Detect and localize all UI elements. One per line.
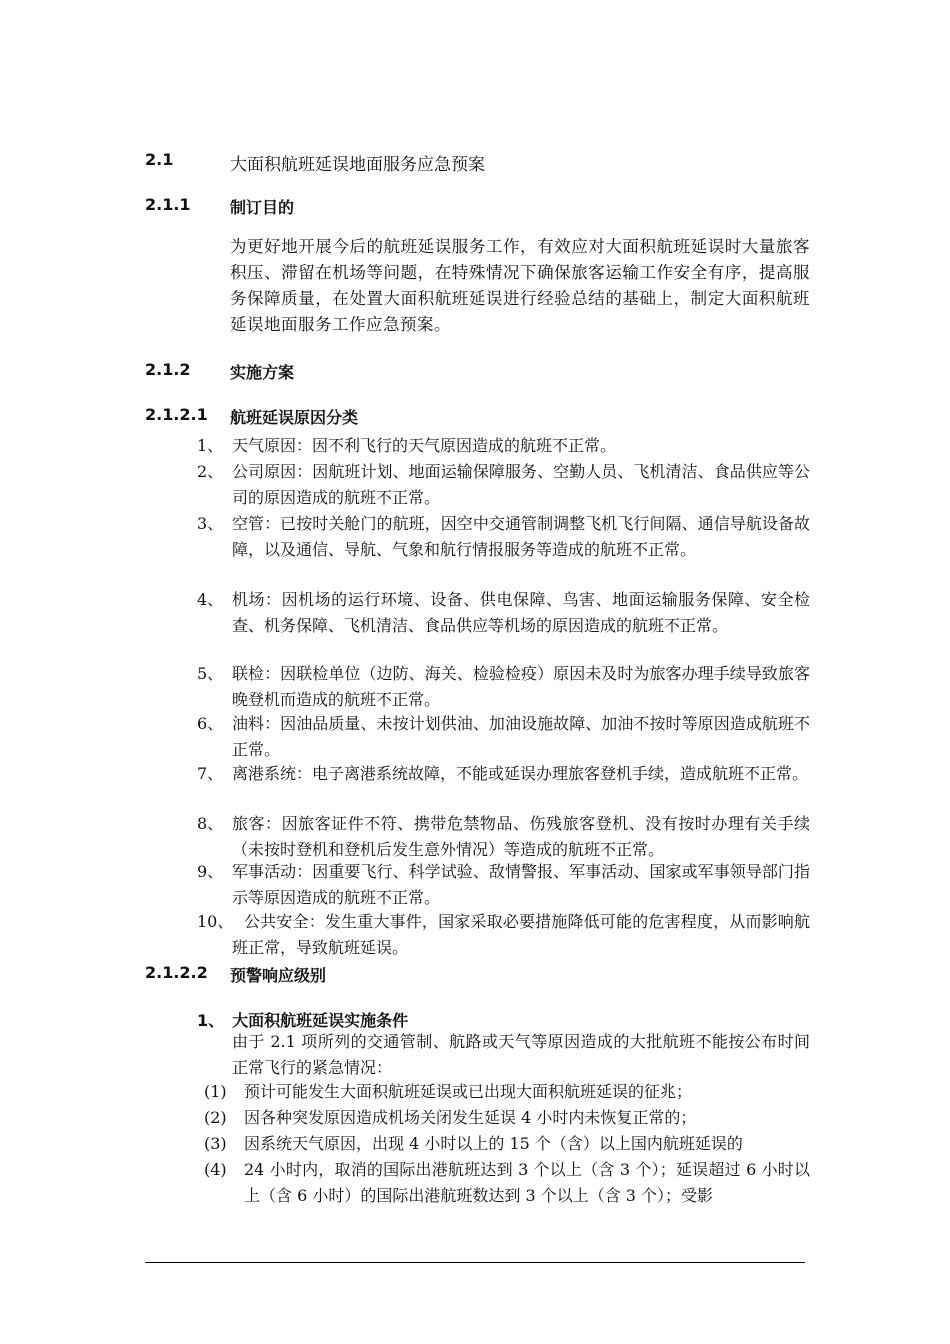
footer-rule — [145, 1262, 805, 1263]
heading-number: 2.1.1 — [145, 195, 191, 214]
heading-title: 制订目的 — [230, 198, 295, 217]
heading-number: 2.1.2.1 — [145, 405, 208, 424]
heading-title: 实施方案 — [230, 363, 295, 382]
heading-title: 航班延误原因分类 — [230, 408, 359, 427]
condition-intro: 由于 2.1 项所列的交通管制、航路或天气等原因造成的大批航班不能按公布时间正常飞行的紧急情况： — [232, 1032, 810, 1077]
heading-number: 2.1.2 — [145, 360, 191, 379]
document-page: 2.1 大面积航班延误地面服务应急预案 2.1.1 制订目的 为更好地开展今后的航班延误服务工作，有效应对大面积航班延误时大量旅客积压、滞留在机场等问题，在特殊情况下确保旅客运输工作安全有序，提高服务保障质量，在处置大面积航班延误进行经验总结的基础上，制定大面积航班延误地面服务工作应急预案。 2.1.2 实施方案 2.1.2.1 航班延误原因分类 1、 天气原因：因不利飞行的天气原因造成的航班不正常。 2、 公司原因：因航班计划、地面运输保障服务、空勤人员、飞机清洁、食品供应等公司的原因造成的航班不正常。 3、 空管：已按时关舱门的航班，因空中交通管制调整飞机飞行间隔、通信导航设备故障，以及通信、导航、气象和航行情报服务等造成的航班不正常。 4、 机场：因机场的运行环境、设备、供电保障、鸟害、地面运输服务保障、安全检查、机务保障、飞机清洁、食品供应等机场的原因造成的航班不正常。 5、 联检：因联检单位（边防、海关、检验检疫）原因未及时为旅客办理手续导致旅客晚登机而造成的航班不正常。 6、 油料：因油品质量、未按计划供油、加油设施故障、加油不按时等原因造成航班不正常。 7、 离港系统：电子离港系统故障，不能或延误办理旅客登机手续，造成航班不正常。 8、 旅客：因旅客证件不符、携带危禁物品、伤残旅客登机、没有按时办理有关手续（未按时登机和登机后发生意外情况）等造成的航班不正常。 9、 军事活动：因重要飞行、科学试验、敌情警报、军事活动、国家或军事领导部门指示等原因造成的航班不正常。 10、 公共安全：发生重大事件，国家采取必要措施降低可能的危害程度，从而影响航班正常，导致航班延误。 2.1.2.2 预警响应级别 1、 大面积航班延误实施条件 由于 2.1 项所列的交通管制、航路或天气等原因造成的大批航班不能按公布时间正常飞行的紧急情况： (1) 预计可能发生大面积航班延误或已出现大面积航班延误的征兆； (2) 因各种突发原因造成机场关闭发生延误 4 小时内未恢复正常的； (3) 因系统天气原因，出现 4 小时以上的 15 个（含）以上国内航班延误的 (4) 24 小时内，取消的国际出港航班达到 3 个以上（含 3 个）；延误超过 6 小时以上（含 6 小时）的国际出港航班数达到 3 个以上（含 3 个）；受影 — [0, 0, 950, 1344]
heading-number: 2.1.2.2 — [145, 963, 208, 982]
heading-title: 预警响应级别 — [230, 966, 327, 985]
purpose-paragraph: 为更好地开展今后的航班延误服务工作，有效应对大面积航班延误时大量旅客积压、滞留在机场等问题，在特殊情况下确保旅客运输工作安全有序，提高服务保障质量，在处置大面积航班延误进行经验总结的基础上，制定大面积航班延误地面服务工作应急预案。 — [230, 237, 810, 334]
heading-title: 大面积航班延误地面服务应急预案 — [230, 155, 485, 175]
condition-title: 1、 大面积航班延误实施条件 — [197, 1011, 409, 1030]
heading-number: 2.1 — [145, 150, 174, 169]
